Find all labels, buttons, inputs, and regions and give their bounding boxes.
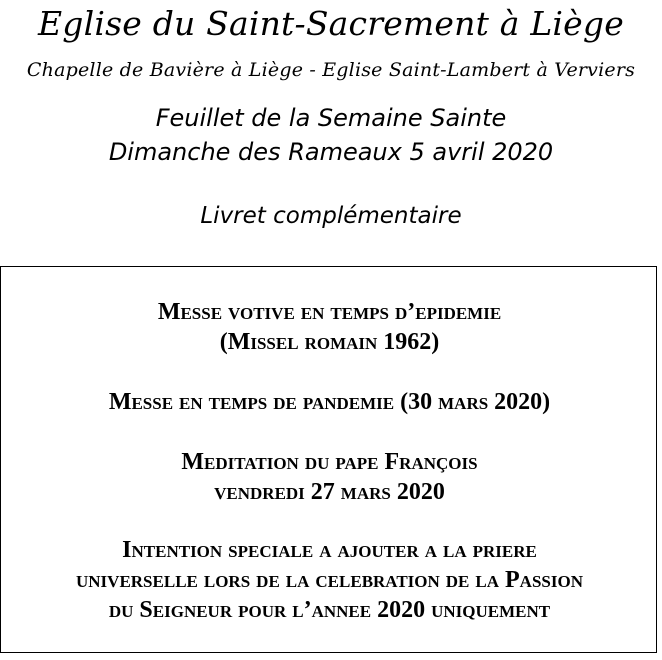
contents-item-line: Messe votive en temps d’epidemie (157, 299, 502, 325)
contents-item-line: universelle lors de la celebration de la Passion (76, 567, 583, 593)
booklet-label: Livret complémentaire (200, 203, 462, 229)
contents-item-line: vendredi 27 mars 2020 (214, 479, 445, 505)
contents-item-pope-meditation (1, 447, 658, 507)
contents-item-line: (Missel romain 1962) (219, 329, 440, 355)
contents-item-pandemic-mass (1, 387, 658, 417)
church-subtitle: Chapelle de Bavière à Liège - Eglise Saint-Lambert à Verviers (26, 59, 636, 81)
sheet-title: Feuillet de la Semaine Sainte (155, 104, 507, 132)
contents-item-line: Messe en temps de pandemie (30 mars 2020) (108, 389, 551, 415)
contents-box (0, 266, 657, 653)
contents-item-votive-mass (1, 297, 658, 357)
sheet-date: Dimanche des Rameaux 5 avril 2020 (108, 138, 554, 166)
contents-item-line: Meditation du pape François (181, 449, 478, 475)
contents-item-line: Intention speciale a ajouter a la priere (122, 537, 537, 563)
contents-item-line: du Seigneur pour l’annee 2020 uniquement (108, 597, 551, 623)
church-title: Eglise du Saint-Sacrement à Liège (38, 4, 624, 43)
contents-item-special-intention (1, 535, 658, 625)
